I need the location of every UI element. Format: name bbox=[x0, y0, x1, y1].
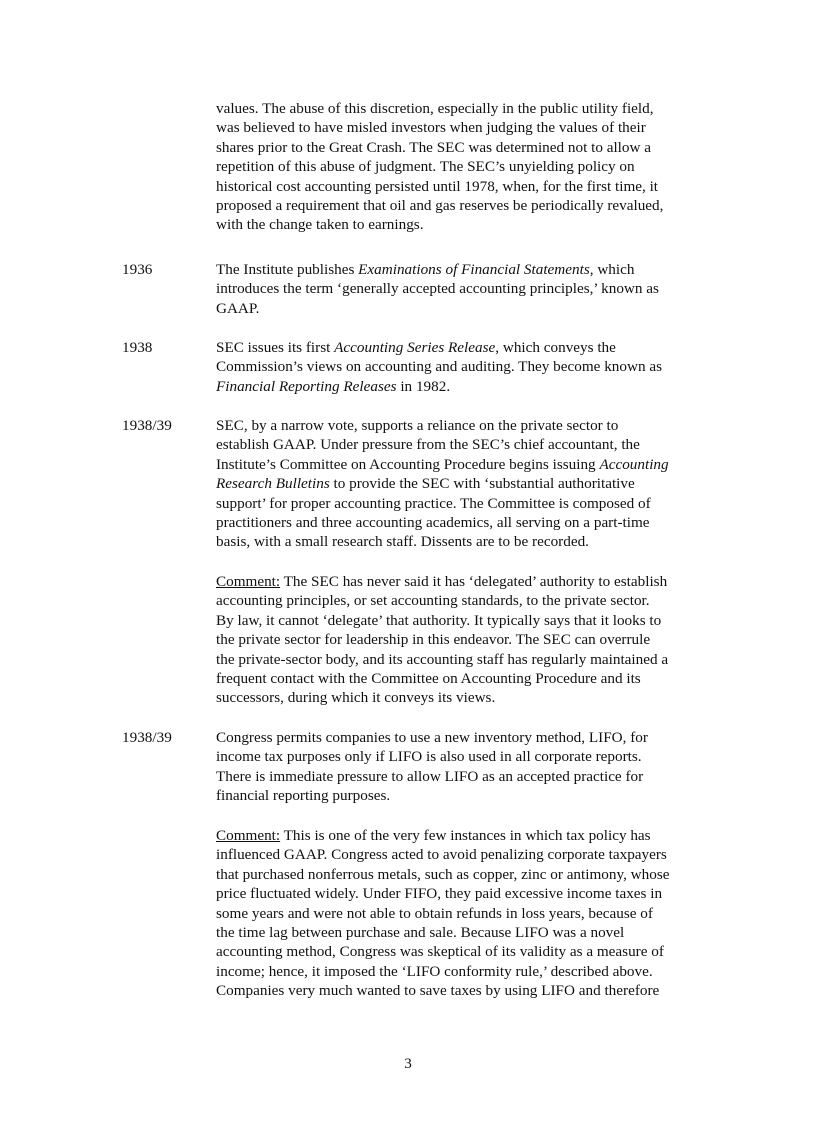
entry-line bbox=[216, 377, 706, 396]
entry-paragraph-1938 bbox=[216, 338, 706, 396]
entry-paragraph-1936 bbox=[216, 260, 706, 318]
entry-line: basis, with a small research staff. Dissents are to be recorded. bbox=[216, 533, 589, 551]
entry-line bbox=[216, 338, 706, 357]
comment-paragraph bbox=[216, 826, 706, 1001]
entry-year: 1938 bbox=[122, 339, 153, 356]
intro-paragraph bbox=[216, 99, 706, 235]
comment-line: price fluctuated widely. Under FIFO, they paid excessive income taxes in bbox=[216, 885, 663, 903]
entry-paragraph-1938-39-b bbox=[216, 728, 706, 806]
comment-label: Comment: bbox=[216, 827, 281, 844]
text-run: The SEC has never said it has ‘delegated’ authority to establish bbox=[280, 573, 668, 590]
entry-line bbox=[216, 260, 706, 279]
comment-line: successors, during which it conveys its views. bbox=[216, 689, 496, 707]
comment-line: the time lag between purchase and sale. Because LIFO was a novel bbox=[216, 923, 625, 941]
text-run: to provide the SEC with ‘substantial authoritative bbox=[329, 475, 635, 493]
comment-line bbox=[216, 826, 706, 845]
intro-line: with the change taken to earnings. bbox=[216, 216, 424, 234]
text-run: , which conveys the bbox=[495, 339, 616, 356]
text-run: This is one of the very few instances in which tax policy has bbox=[280, 827, 651, 844]
comment-line: By law, it cannot ‘delegate’ that authority. It typically says that it looks to bbox=[216, 611, 662, 629]
comment-paragraph bbox=[216, 572, 706, 708]
entry-line bbox=[216, 474, 706, 493]
comment-line: some years and were not able to obtain refunds in loss years, because of bbox=[216, 904, 653, 922]
entry-paragraph-1938-39-a bbox=[216, 416, 706, 552]
comment-line: frequent contact with the Committee on Accounting Procedure and its bbox=[216, 669, 641, 687]
text-run: in 1982. bbox=[396, 377, 451, 395]
entry-year: 1938/39 bbox=[122, 729, 172, 746]
entry-year: 1936 bbox=[122, 261, 153, 278]
entry-line: income tax purposes only if LIFO is also used in all corporate reports. bbox=[216, 748, 642, 766]
entry-line: support’ for proper accounting practice. The Committee is composed of bbox=[216, 494, 651, 512]
entry-line: establish GAAP. Under pressure from the SEC’s chief accountant, the bbox=[216, 436, 640, 454]
publication-title: Examinations of Financial Statements bbox=[358, 261, 590, 278]
text-run: SEC issues its first bbox=[216, 339, 335, 356]
intro-line: historical cost accounting persisted until 1978, when, for the first time, it bbox=[216, 177, 659, 195]
publication-title: Financial Reporting Releases bbox=[216, 377, 397, 395]
entry-line: SEC, by a narrow vote, supports a reliance on the private sector to bbox=[216, 417, 619, 434]
intro-line: proposed a requirement that oil and gas reserves be periodically revalued, bbox=[216, 196, 664, 214]
entry-line: Congress permits companies to use a new inventory method, LIFO, for bbox=[216, 729, 648, 746]
entry-line: There is immediate pressure to allow LIFO as an accepted practice for bbox=[216, 767, 644, 785]
comment-line: that purchased nonferrous metals, such as copper, zinc or antimony, whose bbox=[216, 865, 670, 883]
comment-line: income; hence, it imposed the ‘LIFO conformity rule,’ described above. bbox=[216, 962, 653, 980]
publication-title: Accounting Series Release bbox=[334, 339, 496, 356]
comment-label: Comment: bbox=[216, 573, 281, 590]
text-run: Institute’s Committee on Accounting Procedure begins issuing bbox=[216, 455, 600, 473]
publication-title: Accounting bbox=[599, 455, 669, 473]
publication-title: Research Bulletins bbox=[216, 475, 330, 493]
page-number: 3 bbox=[404, 1055, 412, 1072]
intro-line: shares prior to the Great Crash. The SEC was determined not to allow a bbox=[216, 138, 651, 156]
comment-line: influenced GAAP. Congress acted to avoid penalizing corporate taxpayers bbox=[216, 846, 667, 864]
entry-line: Commission’s views on accounting and auditing. They become known as bbox=[216, 358, 662, 376]
entry-year: 1938/39 bbox=[122, 417, 172, 434]
comment-line: the private-sector body, and its accounting staff has regularly maintained a bbox=[216, 650, 669, 668]
intro-line: values. The abuse of this discretion, especially in the public utility field, bbox=[216, 100, 654, 117]
text-run: The Institute publishes bbox=[216, 261, 359, 278]
comment-line: accounting method, Congress was skeptical of its validity as a measure of bbox=[216, 943, 664, 961]
entry-line: financial reporting purposes. bbox=[216, 787, 391, 805]
entry-line: introduces the term ‘generally accepted accounting principles,’ known as bbox=[216, 280, 659, 298]
text-run: , which bbox=[589, 261, 635, 278]
comment-line: accounting principles, or set accounting standards, to the private sector. bbox=[216, 592, 650, 610]
entry-line: practitioners and three accounting academics, all serving on a part-time bbox=[216, 513, 650, 531]
entry-line: GAAP. bbox=[216, 299, 260, 317]
comment-line: the private sector for leadership in this endeavor. The SEC can overrule bbox=[216, 631, 651, 649]
intro-line: repetition of this abuse of judgment. The SEC’s unyielding policy on bbox=[216, 158, 635, 176]
comment-line bbox=[216, 572, 706, 591]
intro-line: was believed to have misled investors when judging the values of their bbox=[216, 119, 646, 137]
entry-line bbox=[216, 455, 706, 474]
comment-line: Companies very much wanted to save taxes by using LIFO and therefore bbox=[216, 982, 660, 1000]
